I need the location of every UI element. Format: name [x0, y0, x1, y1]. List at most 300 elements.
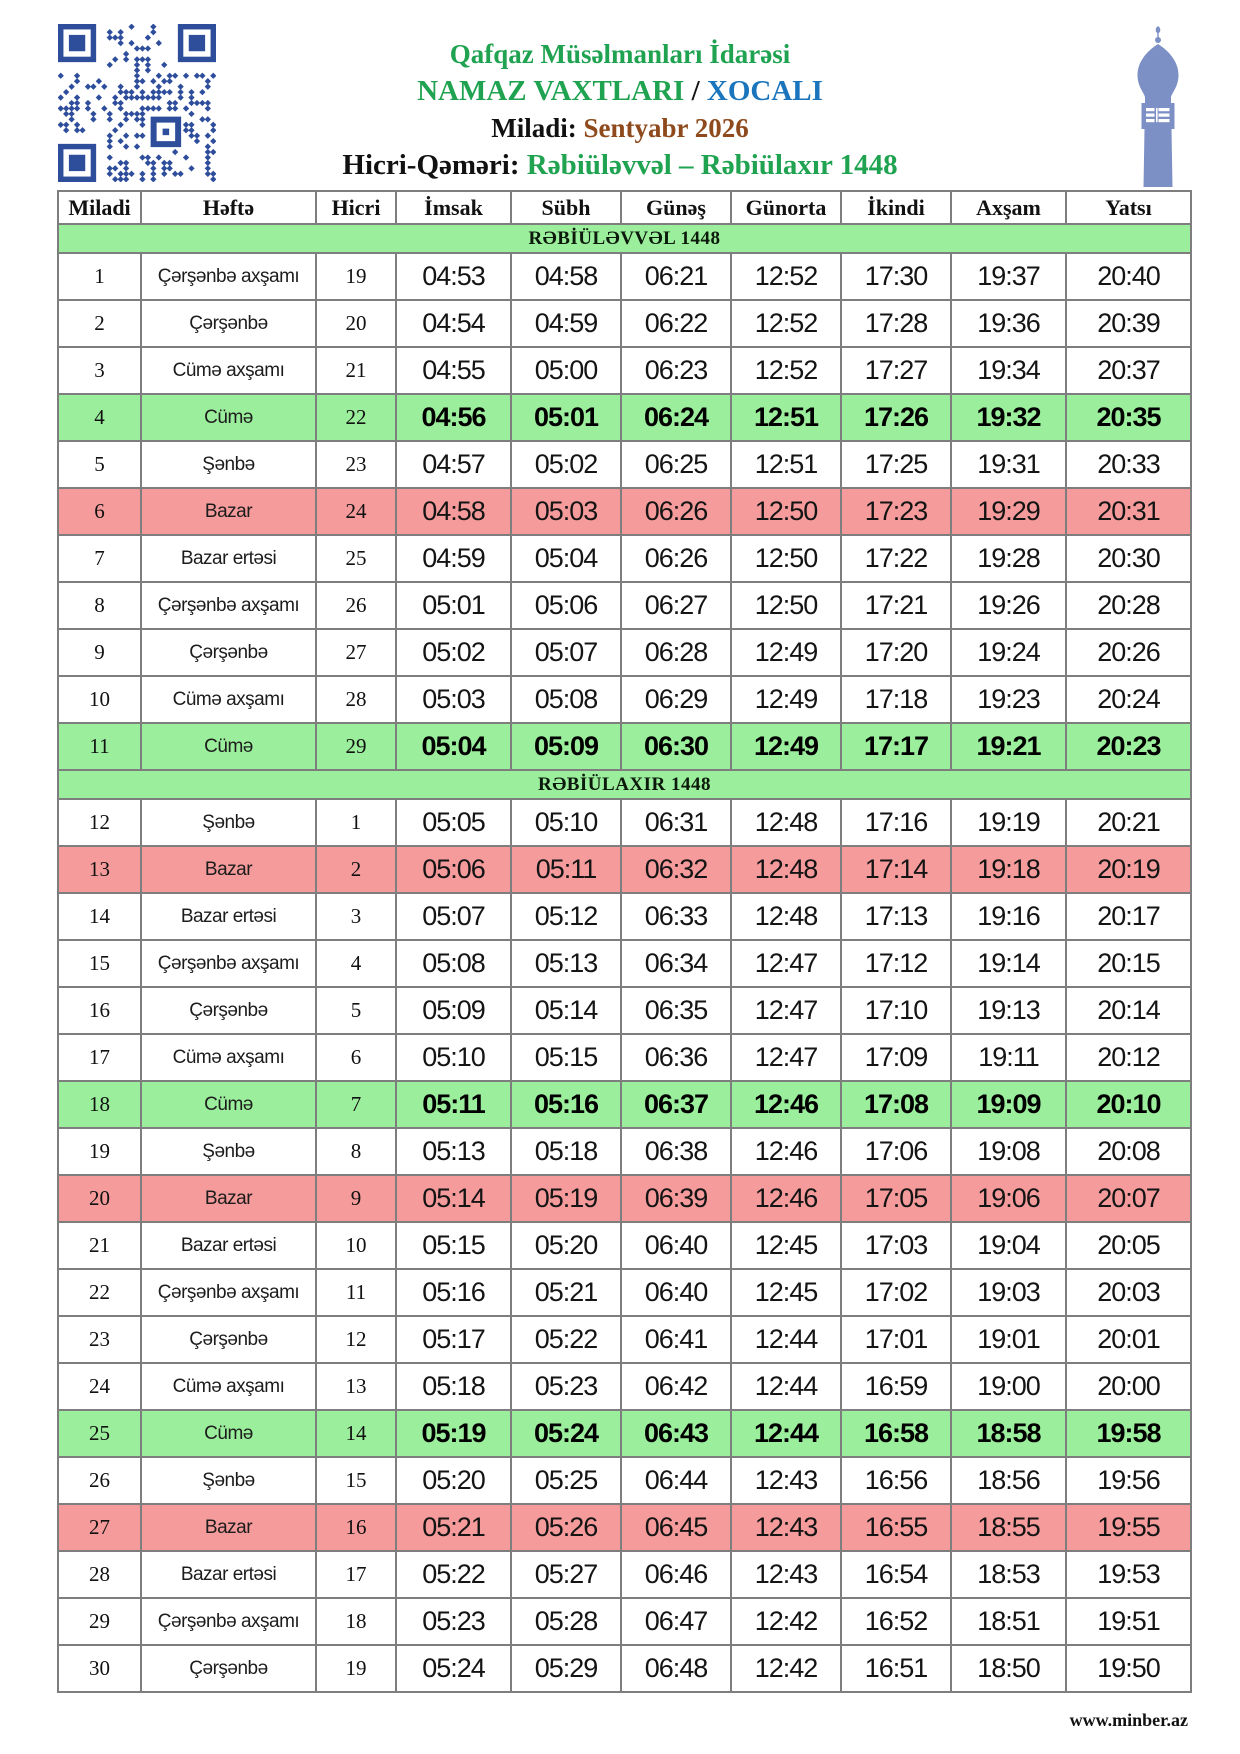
weekday-cell: Cümə axşamı — [141, 1363, 316, 1410]
time-cell: 20:35 — [1066, 394, 1191, 441]
time-cell: 06:38 — [621, 1128, 731, 1175]
time-cell: 20:31 — [1066, 488, 1191, 535]
time-cell: 20:30 — [1066, 535, 1191, 582]
time-cell: 05:01 — [511, 394, 621, 441]
time-cell: 17:08 — [841, 1081, 951, 1128]
column-header-hicri: Hicri — [316, 191, 396, 224]
time-cell: 19:14 — [951, 940, 1066, 987]
miladi-cell: 18 — [58, 1081, 141, 1128]
time-cell: 05:10 — [396, 1034, 511, 1081]
table-row — [58, 1175, 1191, 1222]
page-title — [120, 73, 1120, 110]
time-cell: 05:26 — [511, 1504, 621, 1551]
weekday-cell: Çərşənbə — [141, 1316, 316, 1363]
weekday-cell: Çərşənbə axşamı — [141, 253, 316, 300]
hicri-cell: 8 — [316, 1128, 396, 1175]
time-cell: 05:23 — [396, 1598, 511, 1645]
weekday-cell: Çərşənbə axşamı — [141, 582, 316, 629]
hicri-cell: 17 — [316, 1551, 396, 1598]
time-cell: 19:01 — [951, 1316, 1066, 1363]
hicri-cell: 21 — [316, 347, 396, 394]
section-header-row — [58, 224, 1191, 253]
time-cell: 06:46 — [621, 1551, 731, 1598]
time-cell: 12:44 — [731, 1410, 841, 1457]
time-cell: 19:19 — [951, 799, 1066, 846]
time-cell: 06:26 — [621, 535, 731, 582]
title-separator: / — [684, 75, 707, 107]
time-cell: 06:32 — [621, 846, 731, 893]
website-url: www.minber.az — [1069, 1710, 1188, 1730]
time-cell: 20:39 — [1066, 300, 1191, 347]
weekday-cell: Çərşənbə — [141, 629, 316, 676]
time-cell: 06:34 — [621, 940, 731, 987]
time-cell: 12:43 — [731, 1504, 841, 1551]
table-row — [58, 1551, 1191, 1598]
time-cell: 12:46 — [731, 1081, 841, 1128]
table-header-row — [58, 191, 1191, 224]
time-cell: 06:26 — [621, 488, 731, 535]
table-row — [58, 799, 1191, 846]
time-cell: 05:02 — [511, 441, 621, 488]
hicri-cell: 19 — [316, 1645, 396, 1692]
time-cell: 17:21 — [841, 582, 951, 629]
time-cell: 20:15 — [1066, 940, 1191, 987]
time-cell: 20:00 — [1066, 1363, 1191, 1410]
weekday-cell: Bazar — [141, 488, 316, 535]
time-cell: 05:03 — [511, 488, 621, 535]
time-cell: 06:36 — [621, 1034, 731, 1081]
time-cell: 20:33 — [1066, 441, 1191, 488]
title-text: NAMAZ VAXTLARI — [417, 75, 685, 107]
miladi-cell: 23 — [58, 1316, 141, 1363]
hicri-cell: 13 — [316, 1363, 396, 1410]
hicri-cell: 26 — [316, 582, 396, 629]
weekday-cell: Çərşənbə — [141, 987, 316, 1034]
time-cell: 05:03 — [396, 676, 511, 723]
time-cell: 17:23 — [841, 488, 951, 535]
table-row — [58, 1269, 1191, 1316]
time-cell: 19:53 — [1066, 1551, 1191, 1598]
column-header-i̇msak: İmsak — [396, 191, 511, 224]
time-cell: 05:24 — [396, 1645, 511, 1692]
time-cell: 05:13 — [511, 940, 621, 987]
time-cell: 17:16 — [841, 799, 951, 846]
miladi-cell: 2 — [58, 300, 141, 347]
time-cell: 19:08 — [951, 1128, 1066, 1175]
time-cell: 20:17 — [1066, 893, 1191, 940]
miladi-cell: 13 — [58, 846, 141, 893]
time-cell: 17:26 — [841, 394, 951, 441]
weekday-cell: Bazar ertəsi — [141, 535, 316, 582]
time-cell: 12:44 — [731, 1363, 841, 1410]
table-row — [58, 347, 1191, 394]
time-cell: 20:08 — [1066, 1128, 1191, 1175]
time-cell: 06:27 — [621, 582, 731, 629]
time-cell: 19:03 — [951, 1269, 1066, 1316]
time-cell: 05:20 — [511, 1222, 621, 1269]
time-cell: 19:13 — [951, 987, 1066, 1034]
weekday-cell: Çərşənbə axşamı — [141, 940, 316, 987]
time-cell: 04:57 — [396, 441, 511, 488]
time-cell: 06:37 — [621, 1081, 731, 1128]
time-cell: 19:09 — [951, 1081, 1066, 1128]
time-cell: 06:42 — [621, 1363, 731, 1410]
weekday-cell: Cümə axşamı — [141, 347, 316, 394]
time-cell: 17:09 — [841, 1034, 951, 1081]
weekday-cell: Cümə axşamı — [141, 1034, 316, 1081]
time-cell: 05:08 — [396, 940, 511, 987]
time-cell: 04:53 — [396, 253, 511, 300]
miladi-cell: 6 — [58, 488, 141, 535]
time-cell: 04:55 — [396, 347, 511, 394]
time-cell: 19:31 — [951, 441, 1066, 488]
column-header-axşam: Axşam — [951, 191, 1066, 224]
miladi-cell: 16 — [58, 987, 141, 1034]
time-cell: 05:14 — [511, 987, 621, 1034]
hicri-cell: 11 — [316, 1269, 396, 1316]
time-cell: 19:00 — [951, 1363, 1066, 1410]
time-cell: 20:03 — [1066, 1269, 1191, 1316]
weekday-cell: Cümə — [141, 394, 316, 441]
time-cell: 19:11 — [951, 1034, 1066, 1081]
time-cell: 17:10 — [841, 987, 951, 1034]
location-name: XOCALI — [706, 75, 823, 107]
page-header — [120, 36, 1120, 184]
time-cell: 12:45 — [731, 1269, 841, 1316]
miladi-cell: 20 — [58, 1175, 141, 1222]
time-cell: 06:28 — [621, 629, 731, 676]
hicri-cell: 12 — [316, 1316, 396, 1363]
column-header-günorta: Günorta — [731, 191, 841, 224]
weekday-cell: Çərşənbə — [141, 300, 316, 347]
time-cell: 17:05 — [841, 1175, 951, 1222]
miladi-cell: 8 — [58, 582, 141, 629]
time-cell: 06:24 — [621, 394, 731, 441]
time-cell: 05:18 — [396, 1363, 511, 1410]
time-cell: 06:29 — [621, 676, 731, 723]
time-cell: 06:23 — [621, 347, 731, 394]
hicri-cell: 14 — [316, 1410, 396, 1457]
time-cell: 12:52 — [731, 253, 841, 300]
time-cell: 06:41 — [621, 1316, 731, 1363]
time-cell: 05:20 — [396, 1457, 511, 1504]
time-cell: 05:18 — [511, 1128, 621, 1175]
time-cell: 20:19 — [1066, 846, 1191, 893]
hicri-cell: 27 — [316, 629, 396, 676]
miladi-cell: 28 — [58, 1551, 141, 1598]
table-row — [58, 535, 1191, 582]
time-cell: 19:16 — [951, 893, 1066, 940]
time-cell: 05:04 — [396, 723, 511, 770]
time-cell: 05:21 — [396, 1504, 511, 1551]
weekday-cell: Cümə — [141, 1410, 316, 1457]
time-cell: 18:55 — [951, 1504, 1066, 1551]
time-cell: 06:44 — [621, 1457, 731, 1504]
weekday-cell: Bazar — [141, 1504, 316, 1551]
time-cell: 04:58 — [511, 253, 621, 300]
section-title: RƏBİÜLAXIR 1448 — [58, 770, 1191, 799]
column-header-həftə: Həftə — [141, 191, 316, 224]
table-row — [58, 1081, 1191, 1128]
time-cell: 20:12 — [1066, 1034, 1191, 1081]
time-cell: 12:49 — [731, 629, 841, 676]
time-cell: 20:37 — [1066, 347, 1191, 394]
miladi-value: Sentyabr 2026 — [583, 113, 749, 143]
weekday-cell: Bazar ertəsi — [141, 1222, 316, 1269]
weekday-cell: Bazar — [141, 1175, 316, 1222]
time-cell: 20:01 — [1066, 1316, 1191, 1363]
time-cell: 12:45 — [731, 1222, 841, 1269]
hicri-cell: 6 — [316, 1034, 396, 1081]
time-cell: 20:05 — [1066, 1222, 1191, 1269]
time-cell: 05:12 — [511, 893, 621, 940]
time-cell: 05:00 — [511, 347, 621, 394]
miladi-cell: 12 — [58, 799, 141, 846]
table-row — [58, 1645, 1191, 1692]
time-cell: 17:18 — [841, 676, 951, 723]
weekday-cell: Şənbə — [141, 441, 316, 488]
hicri-cell: 20 — [316, 300, 396, 347]
time-cell: 12:52 — [731, 347, 841, 394]
time-cell: 20:40 — [1066, 253, 1191, 300]
time-cell: 19:58 — [1066, 1410, 1191, 1457]
time-cell: 19:29 — [951, 488, 1066, 535]
table-row — [58, 1316, 1191, 1363]
time-cell: 16:54 — [841, 1551, 951, 1598]
time-cell: 05:24 — [511, 1410, 621, 1457]
time-cell: 19:32 — [951, 394, 1066, 441]
hicri-cell: 19 — [316, 253, 396, 300]
time-cell: 12:44 — [731, 1316, 841, 1363]
time-cell: 06:31 — [621, 799, 731, 846]
hicri-cell: 24 — [316, 488, 396, 535]
time-cell: 06:39 — [621, 1175, 731, 1222]
prayer-times-table — [57, 190, 1192, 1693]
time-cell: 19:36 — [951, 300, 1066, 347]
weekday-cell: Bazar — [141, 846, 316, 893]
table-row — [58, 1504, 1191, 1551]
time-cell: 12:51 — [731, 394, 841, 441]
weekday-cell: Cümə — [141, 1081, 316, 1128]
table-row — [58, 987, 1191, 1034]
time-cell: 05:21 — [511, 1269, 621, 1316]
time-cell: 12:42 — [731, 1598, 841, 1645]
time-cell: 12:48 — [731, 893, 841, 940]
time-cell: 19:55 — [1066, 1504, 1191, 1551]
minaret-icon — [1128, 26, 1188, 188]
miladi-label: Miladi: — [491, 113, 584, 143]
time-cell: 19:06 — [951, 1175, 1066, 1222]
hicri-cell: 15 — [316, 1457, 396, 1504]
time-cell: 05:06 — [511, 582, 621, 629]
time-cell: 20:10 — [1066, 1081, 1191, 1128]
time-cell: 05:23 — [511, 1363, 621, 1410]
column-header-sübh: Sübh — [511, 191, 621, 224]
time-cell: 17:28 — [841, 300, 951, 347]
hicri-cell: 1 — [316, 799, 396, 846]
time-cell: 12:49 — [731, 723, 841, 770]
time-cell: 05:16 — [511, 1081, 621, 1128]
time-cell: 12:47 — [731, 940, 841, 987]
time-cell: 05:08 — [511, 676, 621, 723]
table-row — [58, 441, 1191, 488]
hicri-cell: 18 — [316, 1598, 396, 1645]
miladi-cell: 7 — [58, 535, 141, 582]
time-cell: 16:52 — [841, 1598, 951, 1645]
time-cell: 05:09 — [396, 987, 511, 1034]
table-row — [58, 893, 1191, 940]
time-cell: 06:47 — [621, 1598, 731, 1645]
miladi-cell: 15 — [58, 940, 141, 987]
table-row — [58, 1457, 1191, 1504]
time-cell: 05:11 — [511, 846, 621, 893]
weekday-cell: Çərşənbə axşamı — [141, 1598, 316, 1645]
hicri-cell: 9 — [316, 1175, 396, 1222]
column-header-miladi: Miladi — [58, 191, 141, 224]
time-cell: 18:56 — [951, 1457, 1066, 1504]
time-cell: 12:47 — [731, 1034, 841, 1081]
time-cell: 12:42 — [731, 1645, 841, 1692]
time-cell: 19:23 — [951, 676, 1066, 723]
time-cell: 05:05 — [396, 799, 511, 846]
table-row — [58, 676, 1191, 723]
time-cell: 16:55 — [841, 1504, 951, 1551]
table-row — [58, 1128, 1191, 1175]
time-cell: 17:20 — [841, 629, 951, 676]
time-cell: 17:12 — [841, 940, 951, 987]
time-cell: 05:01 — [396, 582, 511, 629]
hicri-label: Hicri-Qəməri: — [342, 149, 527, 181]
time-cell: 04:59 — [511, 300, 621, 347]
hicri-cell: 7 — [316, 1081, 396, 1128]
time-cell: 18:51 — [951, 1598, 1066, 1645]
time-cell: 19:56 — [1066, 1457, 1191, 1504]
table-row — [58, 1598, 1191, 1645]
time-cell: 05:19 — [396, 1410, 511, 1457]
table-row — [58, 1363, 1191, 1410]
time-cell: 05:17 — [396, 1316, 511, 1363]
time-cell: 17:06 — [841, 1128, 951, 1175]
time-cell: 05:16 — [396, 1269, 511, 1316]
time-cell: 06:21 — [621, 253, 731, 300]
time-cell: 12:50 — [731, 582, 841, 629]
time-cell: 12:49 — [731, 676, 841, 723]
time-cell: 17:27 — [841, 347, 951, 394]
table-row — [58, 582, 1191, 629]
time-cell: 16:58 — [841, 1410, 951, 1457]
time-cell: 20:07 — [1066, 1175, 1191, 1222]
section-title: RƏBİÜLƏVVƏL 1448 — [58, 224, 1191, 253]
time-cell: 04:56 — [396, 394, 511, 441]
table-row — [58, 1410, 1191, 1457]
time-cell: 19:04 — [951, 1222, 1066, 1269]
column-header-günəş: Günəş — [621, 191, 731, 224]
miladi-cell: 3 — [58, 347, 141, 394]
time-cell: 05:14 — [396, 1175, 511, 1222]
miladi-cell: 21 — [58, 1222, 141, 1269]
table-row — [58, 846, 1191, 893]
time-cell: 04:58 — [396, 488, 511, 535]
weekday-cell: Şənbə — [141, 1128, 316, 1175]
table-row — [58, 488, 1191, 535]
miladi-cell: 22 — [58, 1269, 141, 1316]
weekday-cell: Bazar ertəsi — [141, 893, 316, 940]
time-cell: 06:22 — [621, 300, 731, 347]
time-cell: 05:11 — [396, 1081, 511, 1128]
time-cell: 05:09 — [511, 723, 621, 770]
weekday-cell: Cümə axşamı — [141, 676, 316, 723]
table-row — [58, 253, 1191, 300]
time-cell: 06:40 — [621, 1269, 731, 1316]
table-row — [58, 723, 1191, 770]
time-cell: 12:48 — [731, 799, 841, 846]
time-cell: 05:13 — [396, 1128, 511, 1175]
hicri-cell: 5 — [316, 987, 396, 1034]
time-cell: 18:58 — [951, 1410, 1066, 1457]
hicri-value: Rəbiüləvvəl – Rəbiülaxır 1448 — [526, 149, 898, 181]
time-cell: 18:53 — [951, 1551, 1066, 1598]
time-cell: 05:19 — [511, 1175, 621, 1222]
time-cell: 17:14 — [841, 846, 951, 893]
time-cell: 06:25 — [621, 441, 731, 488]
miladi-cell: 11 — [58, 723, 141, 770]
hicri-cell: 4 — [316, 940, 396, 987]
time-cell: 12:43 — [731, 1551, 841, 1598]
time-cell: 19:24 — [951, 629, 1066, 676]
table-row — [58, 1222, 1191, 1269]
miladi-cell: 30 — [58, 1645, 141, 1692]
time-cell: 12:47 — [731, 987, 841, 1034]
weekday-cell: Şənbə — [141, 799, 316, 846]
time-cell: 12:48 — [731, 846, 841, 893]
time-cell: 20:14 — [1066, 987, 1191, 1034]
weekday-cell: Cümə — [141, 723, 316, 770]
time-cell: 05:07 — [511, 629, 621, 676]
time-cell: 19:18 — [951, 846, 1066, 893]
hicri-cell: 3 — [316, 893, 396, 940]
time-cell: 05:15 — [396, 1222, 511, 1269]
time-cell: 06:35 — [621, 987, 731, 1034]
time-cell: 20:23 — [1066, 723, 1191, 770]
miladi-cell: 29 — [58, 1598, 141, 1645]
time-cell: 05:29 — [511, 1645, 621, 1692]
time-cell: 12:50 — [731, 535, 841, 582]
time-cell: 05:22 — [511, 1316, 621, 1363]
hicri-cell: 29 — [316, 723, 396, 770]
time-cell: 12:52 — [731, 300, 841, 347]
miladi-cell: 25 — [58, 1410, 141, 1457]
time-cell: 05:27 — [511, 1551, 621, 1598]
column-header-i̇kindi: İkindi — [841, 191, 951, 224]
miladi-date-line — [120, 110, 1120, 147]
time-cell: 16:56 — [841, 1457, 951, 1504]
time-cell: 12:50 — [731, 488, 841, 535]
time-cell: 06:33 — [621, 893, 731, 940]
time-cell: 06:48 — [621, 1645, 731, 1692]
miladi-cell: 27 — [58, 1504, 141, 1551]
time-cell: 19:34 — [951, 347, 1066, 394]
miladi-cell: 10 — [58, 676, 141, 723]
time-cell: 17:02 — [841, 1269, 951, 1316]
time-cell: 05:02 — [396, 629, 511, 676]
table-row — [58, 940, 1191, 987]
miladi-cell: 26 — [58, 1457, 141, 1504]
table-row — [58, 300, 1191, 347]
time-cell: 06:40 — [621, 1222, 731, 1269]
time-cell: 05:07 — [396, 893, 511, 940]
time-cell: 05:28 — [511, 1598, 621, 1645]
time-cell: 20:28 — [1066, 582, 1191, 629]
